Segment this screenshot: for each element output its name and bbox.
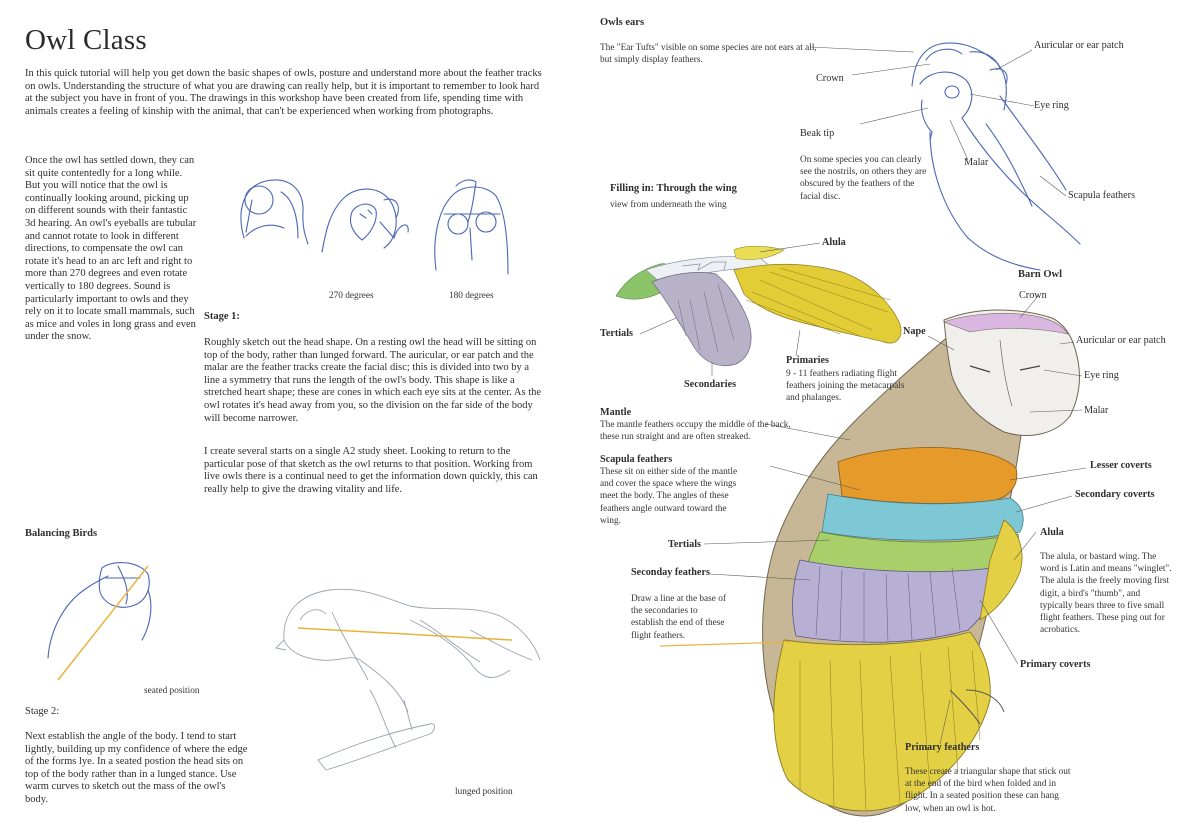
label-auricular: Auricular or ear patch — [1034, 40, 1124, 51]
primary-text: These create a triangular shape that stick out at the end of the bird when folded and in flight. In a seated position these can hang low, when an owl is hot. — [905, 767, 1071, 814]
scapula-text: These sit on either side of the mantle and cover the space where the wings meet the body. The angles of these feathers angle outward toward the wing. — [600, 467, 738, 526]
caption-180: 180 degrees — [449, 291, 494, 301]
label-alula-body: Alula — [1040, 527, 1064, 538]
caption-270: 270 degrees — [329, 291, 374, 301]
primaries-desc: 9 - 11 feathers radiating flight feathers joining the metacarpals and phalanges. — [786, 369, 905, 404]
label-malar-body: Malar — [1084, 405, 1109, 416]
label-beak-tip: Beak tip — [800, 128, 835, 139]
label-scapula-body: Scapula feathers — [600, 454, 673, 465]
label-alula-wing: Alula — [822, 237, 846, 248]
stage1-paragraph-2: I create several starts on a single A2 study sheet. Looking to return to the particular pose of that sketch as the owl returns to that position. Working from live owls there is a continual need to get the information down quickly, this can really help to give the drawing vitality and life. — [204, 446, 538, 495]
label-primaries-wing: Primaries — [786, 355, 829, 366]
stage1-heading: Stage 1: — [204, 311, 240, 322]
stage2-paragraph: Next establish the angle of the body. I tend to start lightly, building up my confidence of where the edge of the forms lye. In a seated postion the head sits on top of the body rather than in a lunged stance. Use warm curves to sketch out the mass of the owl's body. — [25, 731, 248, 805]
label-primary-feathers: Primary feathers — [905, 742, 980, 753]
ears-sketch — [912, 43, 1080, 270]
label-primary-coverts: Primary coverts — [1020, 659, 1091, 670]
wing-subheading: view from underneath the wing — [610, 200, 727, 210]
lunged-sketch — [276, 589, 540, 770]
label-malar: Malar — [964, 157, 989, 168]
label-scapula: Scapula feathers — [1068, 190, 1136, 201]
label-crown: Crown — [816, 73, 844, 84]
label-secondary-coverts: Secondary coverts — [1075, 489, 1155, 500]
seated-caption: seated position — [144, 686, 200, 696]
balancing-heading: Balancing Birds — [25, 528, 98, 539]
label-eye-ring: Eye ring — [1034, 100, 1069, 111]
wing-illustration — [616, 246, 901, 366]
head-sketch-270 — [322, 189, 408, 252]
alula-text: The alula, or bastard wing. The word is Latin and means "winglet". The alula is the freely moving first digit, a bird's "thumb", and typically bears three to five small flight feathers. These ping out for acrobatics. — [1040, 552, 1172, 636]
label-mantle: Mantle — [600, 407, 632, 418]
mantle-text: The mantle feathers occupy the middle of the back, these run straight and are often streaked. — [600, 420, 791, 443]
label-eye-ring-body: Eye ring — [1084, 370, 1119, 381]
head-sketch-180 — [435, 180, 508, 274]
label-crown-body: Crown — [1019, 290, 1047, 301]
ears-text: The "Ear Tufts" visible on some species are not ears at all, but simply display feathers. — [600, 43, 817, 66]
stage2-heading: Stage 2: — [25, 706, 60, 717]
stage1-paragraph: Roughly sketch out the head shape. On a resting owl the head will be sitting on top of the body, rather than lunged forward. The auricular, or ear patch and the malar are the feather tracks create the facial disc; this is divided into two by a line a symmetry that runs the length of the owl's body. This shape is like a stretched heart shape; these are cones in which each eye sits at the center. As the owl rotates it's head away from you, so the division on the far side of the body will become narrower. — [204, 337, 542, 424]
label-tertials-wing: Tertials — [600, 328, 634, 339]
column-paragraph: Once the owl has settled down, they can sit quite contentedly for a long while. But you will notice that the owl is continually looking around, picking up on different sounds with their fantastic 3d hearing. An owl's eyeballs are tubular and cannot rotate to look in different directions, to compensate the owl can rotate it's head to an arc left and right to more than 270 degrees and even rotate vertically to 180 degrees. Sound is particularly important to owls and they rely on it to locate small mammals, such as mice and voles in long grass and even under the snow. — [25, 155, 197, 343]
barn-owl-heading: Barn Owl — [1018, 269, 1063, 280]
label-secondary-feathers: Seconday feathers — [631, 567, 710, 578]
page-title: Owl Class — [25, 24, 147, 56]
seated-sketch — [48, 563, 151, 680]
label-tertials-body: Tertials — [668, 539, 702, 550]
ears-heading: Owls ears — [600, 17, 645, 28]
label-auricular-body: Auricular or ear patch — [1076, 335, 1166, 346]
label-secondaries-wing: Secondaries — [684, 379, 737, 390]
lunged-caption: lunged position — [455, 787, 513, 797]
label-nape: Nape — [903, 326, 926, 337]
nostril-text: On some species you can clearly see the nostrils, on others they are obscured by the feathers of the facial disc. — [800, 155, 927, 202]
head-sketch-front — [241, 180, 308, 244]
draw-line-text: Draw a line at the base of the secondaries to establish the end of these flight feathers. — [631, 594, 726, 641]
wing-heading: Filling in: Through the wing — [610, 183, 737, 194]
label-lesser-coverts: Lesser coverts — [1090, 460, 1152, 471]
intro-paragraph: In this quick tutorial will help you get down the basic shapes of owls, posture and understand more about the feather tracks on owls. Understanding the structure of what you are drawing can really help, but it is important to remember to look hard at the subject you have in front of you. The drawings in this workshop have been created from life, spending time with animals creates a feeling of kinship with the animal, that can't be experienced when working from photographs. — [25, 68, 542, 117]
